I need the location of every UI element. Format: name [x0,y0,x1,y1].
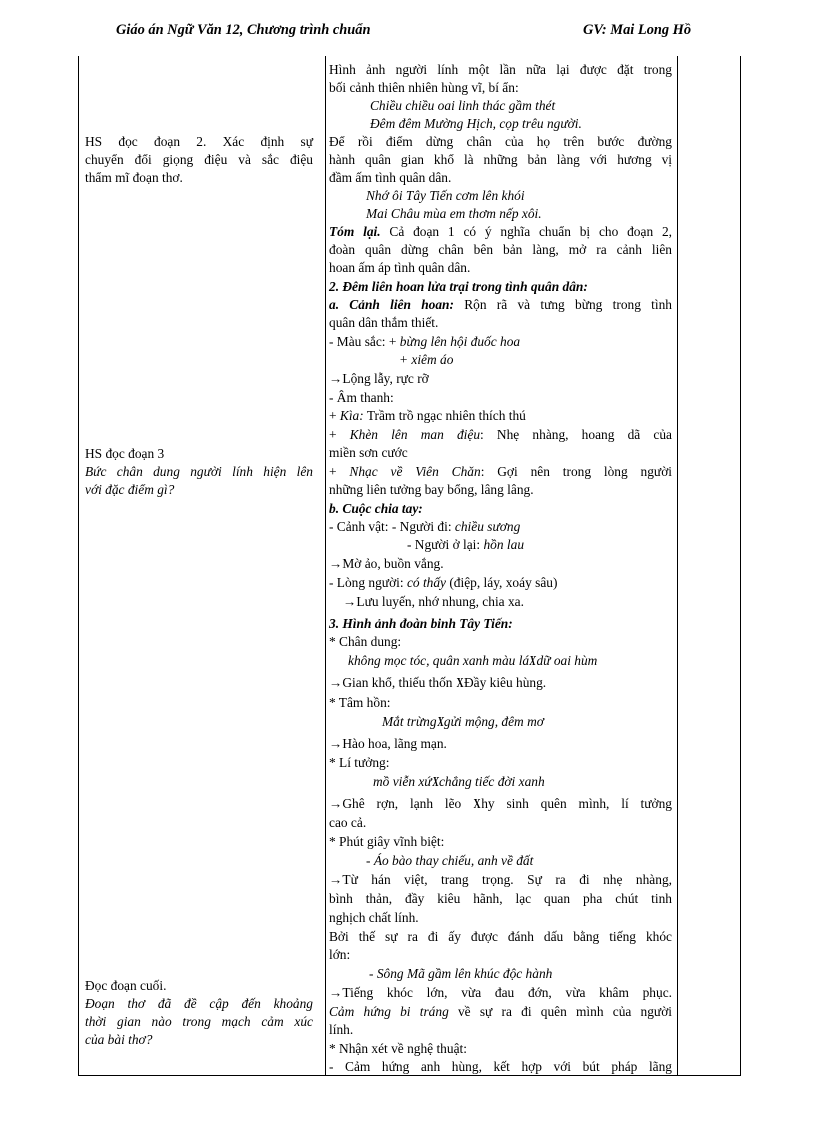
content-text: : Gợi nên trong lòng người [480,464,672,479]
quoted-phrase: Áo bào thay chiếu, anh về đất [373,853,534,868]
content-line [369,965,712,983]
page-header [0,22,816,44]
content-line: Để rồi điểm dừng chân của họ trên bước đường [329,134,672,149]
quoted-phrase: bừng lên hội đuốc hoa [399,334,521,349]
question-line: của bài thơ? [85,1032,153,1047]
section-heading: 2. Đêm liên hoan lửa trại trong tình quân dân: [329,279,588,294]
summary-line [329,223,672,241]
content-line: - Cảm hứng anh hùng, kết hợp với bút pháp lãng [329,1059,672,1074]
content-line [329,463,672,481]
header-teacher-name: GV: Mai Long Hồ [583,22,692,38]
content-line: →Tiếng khóc lớn, vừa đau đớn, vừa khâm phục. [329,985,672,1000]
content-line: miền sơn cước [329,445,408,460]
contrast-x-mark: X [529,654,537,669]
content-text: về sự ra đi quên mình của người [448,1004,672,1019]
content-text: (điệp, láy, xoáy sâu) [446,575,558,590]
contrast-x-mark: X [436,715,444,730]
content-line: * Nhận xét về nghệ thuật: [329,1041,467,1056]
content-line [348,652,691,671]
content-line: bối cảnh thiên nhiên hùng vĩ, bí ẩn: [329,80,519,95]
quoted-phrase: + xiêm áo [399,352,454,367]
quoted-phrase: Khèn lên man điệu [349,427,481,442]
content-text: - Lòng người: [329,575,407,590]
contrast-x-mark: X [432,775,439,790]
subsection-heading: b. Cuộc chia tay: [329,501,423,516]
content-line: lính. [329,1022,354,1037]
content-line: quân dân thắm thiết. [329,315,439,330]
header-course-title: Giáo án Ngữ Văn 12, Chương trình chuẩn [116,22,371,38]
question-line: Đoạn thơ đã đề cập đến khoảng [85,996,313,1011]
question-line: HS đọc đoạn 2. Xác định sự [85,134,313,149]
content-line: hành quân gian khổ là những bản làng với hương vị [329,152,672,167]
quoted-phrase: chẳng tiếc đời xanh [438,774,545,789]
content-text: →Ghê rợn, lạnh lẽo [329,796,462,811]
content-line [329,1003,672,1021]
content-line: - Âm thanh: [329,390,394,405]
content-line [382,713,725,732]
content-line: những liên tưởng bay bổng, lâng lâng. [329,482,534,497]
quoted-phrase: Sông Mã gầm lên khúc độc hành [376,966,553,981]
poem-quote: Nhớ ôi Tây Tiến cơm lên khói [366,188,525,203]
summary-text: Cả đoạn 1 có ý nghĩa chuẩn bị cho đoạn 2, [380,224,672,239]
question-line: Đọc đoạn cuối. [85,978,167,993]
content-line: →Hào hoa, lãng mạn. [329,736,447,751]
content-text: - [369,966,377,981]
subsection-heading: a. Cảnh liên hoan: [329,297,454,312]
question-line: HS đọc đoạn 3 [85,446,165,461]
teacher-question-2 [85,445,313,499]
content-text: - Cảnh vật: - Người đi: [329,519,455,534]
column-divider-1 [325,56,326,1075]
content-line: lớn: [329,947,351,962]
question-line: thời gian nào trong mạch cảm xúc [85,1014,313,1029]
quoted-phrase: chiều sương [454,519,521,534]
content-line [329,795,672,814]
quoted-phrase: có thấy [406,575,446,590]
teacher-question-1 [85,133,313,187]
content-line: * Chân dung: [329,634,402,649]
content-line: →Lưu luyến, nhớ nhung, chia xa. [343,594,524,609]
quoted-phrase: không mọc tóc, quân xanh màu lá [348,653,530,668]
content-text: - Màu sắc: + [329,334,400,349]
content-line: →Lộng lẫy, rực rỡ [329,371,429,386]
quoted-phrase: Cảm hứng bi tráng [329,1004,449,1019]
poem-quote: Đêm đêm Mường Hịch, cọp trêu người. [370,116,582,131]
content-line [373,773,716,792]
contrast-x-mark: X [473,797,481,812]
content-text: - Người ở lại: [407,537,484,552]
content-text: →Gian khổ, thiếu thốn [329,675,453,690]
content-text: : Nhẹ nhàng, hoang dã của [480,427,672,442]
content-line [329,407,672,425]
section-heading: 3. Hình ảnh đoàn binh Tây Tiến: [329,616,513,631]
quoted-phrase: Mắt trừng [382,714,437,729]
teacher-question-3 [85,977,313,1049]
summary-label: Tóm lại. [329,224,381,239]
content-text: + [329,464,350,479]
content-line [329,674,672,693]
content-line [329,518,672,536]
content-text: hy sinh quên mình, lí tưởng [481,796,672,811]
quoted-phrase: mồ viễn xứ [373,774,432,789]
question-line: với đặc điểm gì? [85,482,175,497]
quoted-phrase: gửi mộng, đêm mơ [443,714,544,729]
question-line: chuyển đổi giọng điệu và sắc điệu [85,152,313,167]
content-line: nghịch chất lính. [329,910,419,925]
content-line [329,333,672,351]
content-line [366,852,709,870]
content-line: →Mờ ảo, buồn vắng. [329,556,444,571]
content-text: + [329,427,350,442]
question-line: thẩm mĩ đoạn thơ. [85,170,183,185]
content-text: Rộn rã và tưng bừng trong tình [453,297,673,312]
poem-quote: Mai Châu mùa em thơm nếp xôi. [366,206,542,221]
poem-quote: Chiều chiều oai linh thác gầm thét [370,98,556,113]
content-text: - [366,853,374,868]
content-line: Hình ảnh người lính một lần nữa lại được đặt trong [329,62,672,77]
content-line: cao cả. [329,815,367,830]
content-line [407,536,750,554]
content-text: Trầm trồ ngạc nhiên thích thú [363,408,526,423]
quoted-phrase: dữ oai hùm [536,653,598,668]
content-line: đoàn quân dừng chân bên bản làng, mở ra cảnh liên [329,242,672,257]
content-line [329,296,672,314]
quoted-phrase: Nhạc về Viên Chăn [349,464,481,479]
content-line: * Tâm hồn: [329,695,391,710]
content-line: * Phút giây vĩnh biệt: [329,834,445,849]
quoted-phrase: hồn lau [483,537,525,552]
content-line: →Từ hán việt, trang trọng. Sự ra đi nhẹ nhàng, [329,872,672,887]
quoted-phrase: Kìa: [339,408,364,423]
content-line: bình thản, đầy kiêu hãnh, lạc quan pha chút tinh [329,891,672,906]
content-line: Bởi thế sự ra đi ấy được đánh dấu bằng tiếng khóc [329,929,672,944]
content-line: hoan ấm áp tình quân dân. [329,260,471,275]
content-text: + [329,408,340,423]
contrast-x-mark: X [456,676,464,691]
content-line [329,426,672,444]
content-text: Đầy kiêu hùng. [463,675,547,690]
content-line: * Lí tưởng: [329,755,390,770]
question-line: Bức chân dung người lính hiện lên [85,464,313,479]
content-line: đầm ấm tình quân dân. [329,170,452,185]
content-line [329,574,672,592]
